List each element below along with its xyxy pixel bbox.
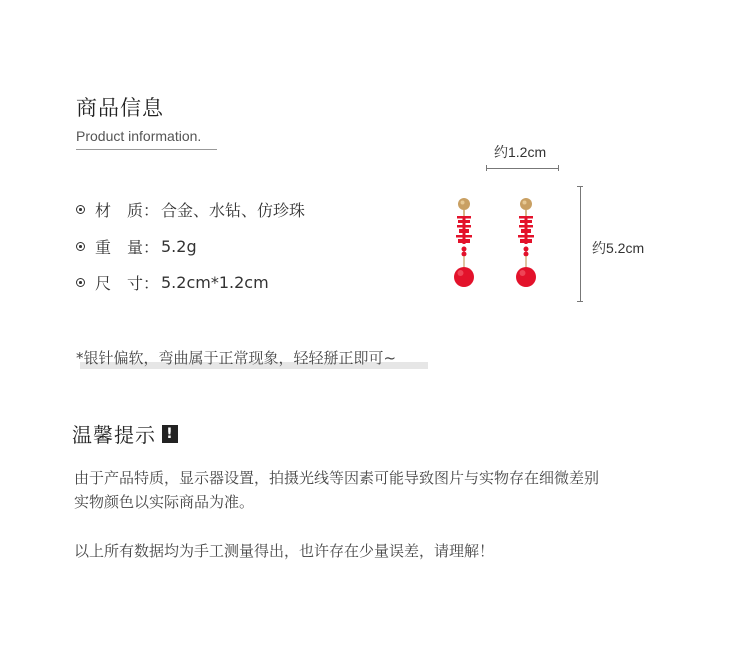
- section-title-product-info: 商品信息: [76, 96, 164, 120]
- height-dimension-tick: [577, 301, 583, 302]
- width-dimension-line: [486, 168, 559, 169]
- subtitle-underline: [76, 149, 217, 150]
- exclamation-icon: !: [162, 425, 178, 443]
- spec-key-a: 尺: [95, 274, 112, 293]
- width-dimension-tick: [486, 165, 487, 171]
- spec-value: 合金、水钻、仿珍珠: [161, 201, 306, 220]
- bullet-icon: [76, 205, 85, 214]
- measurement-disclaimer: 以上所有数据均为手工测量得出，也许存在少量误差，请理解！: [74, 542, 495, 560]
- spec-key-b: 质：: [126, 201, 159, 220]
- spec-value: 5.2g: [161, 237, 197, 256]
- bullet-icon: [76, 242, 85, 251]
- spec-row-weight: [76, 235, 197, 258]
- earring-pair-image: [448, 192, 548, 292]
- care-note: *银针偏软，弯曲属于正常现象，轻轻掰正即可~: [76, 349, 397, 367]
- spec-row-material: [76, 198, 305, 221]
- bullet-icon: [76, 278, 85, 287]
- spec-value: 5.2cm*1.2cm: [161, 273, 269, 292]
- width-dimension-label: 约1.2cm: [494, 144, 547, 160]
- warm-tip-heading: [72, 419, 178, 448]
- disclaimer-line-2: 实物颜色以实际商品为准。: [74, 493, 255, 511]
- warm-tip-title: 温馨提示: [72, 423, 156, 447]
- spec-key-a: 材: [95, 201, 112, 220]
- disclaimer-line-1: 由于产品特质，显示器设置，拍摄光线等因素可能导致图片与实物存在细微差别: [74, 469, 600, 487]
- earring-left: [454, 198, 474, 287]
- width-dimension-tick: [558, 165, 559, 171]
- section-subtitle-product-info: Product information.: [76, 128, 202, 144]
- spec-key-b: 量：: [126, 238, 159, 257]
- spec-row-size: [76, 271, 269, 294]
- height-dimension-tick: [577, 186, 583, 187]
- earring-right: [516, 198, 536, 287]
- spec-key-b: 寸：: [126, 274, 159, 293]
- height-dimension-line: [580, 186, 581, 302]
- spec-key-a: 重: [95, 238, 112, 257]
- height-dimension-label: 约5.2cm: [592, 240, 645, 256]
